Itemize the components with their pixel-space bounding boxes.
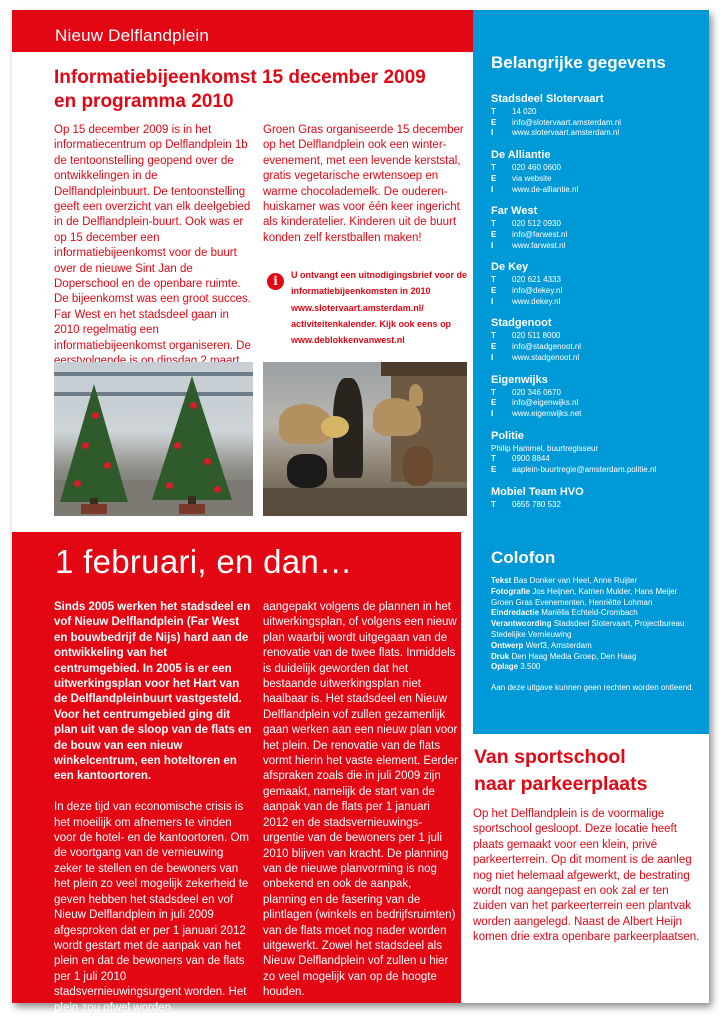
colofon-text: Den Haag Media Groep, Den Haag (511, 651, 637, 661)
contact-row (491, 454, 701, 465)
colofon-entries (491, 576, 697, 673)
contact-row-label: E (491, 173, 497, 183)
pot-shape (179, 504, 205, 514)
contact-row-label: T (491, 219, 496, 229)
colofon-block (491, 576, 697, 694)
contact-row (491, 275, 701, 286)
section-header (12, 10, 473, 52)
article1-title-line1: Informatiebijeenkomst 15 december 2009 (54, 67, 426, 88)
article2-column-1 (54, 600, 254, 1016)
article3-title-line2: naar parkeerplaats (474, 773, 648, 795)
colofon-entry (491, 641, 697, 652)
colofon-entry (491, 576, 697, 587)
contact-row (491, 286, 701, 297)
contact-row-label: I (491, 408, 494, 418)
colofon-label: Oplage (491, 662, 519, 672)
contact-row-label: E (491, 465, 497, 475)
contact-row-label: T (491, 275, 496, 285)
colofon-label: Fotografie (491, 586, 531, 596)
contact-block (491, 259, 701, 307)
contact-link[interactable]: www.eigenwijks.net (512, 408, 582, 418)
contact-link[interactable]: www.dekey.nl (512, 296, 561, 306)
contact-value: 0655 780 532 (512, 499, 561, 509)
tree-right-shape (152, 376, 232, 500)
contact-block (491, 372, 701, 420)
ornament (204, 458, 211, 465)
contact-link[interactable]: info@dekey.nl (512, 286, 563, 296)
contact-row-label: T (491, 163, 496, 173)
colofon-text: 3.500 (520, 662, 541, 672)
contact-row (491, 331, 701, 342)
article1-title (54, 66, 469, 114)
contact-link[interactable]: via website (512, 173, 552, 183)
colofon-note: Aan deze uitgave kunnen geen rechten worden ontleend. (491, 683, 694, 693)
info-note: U ontvangt een uitnodigingsbrief voor de informatiebijeenkomsten in 2010 www.slotervaart.amsterdam.nl/ activiteitenkalender. Kijk ook eens op www.deblokkenvanwest.nl (291, 270, 468, 346)
colofon-text: Bas Donker van Heel, Anne Ruijter (513, 576, 638, 585)
contact-value: 020 346 0670 (512, 387, 561, 397)
colofon-label: Tekst (491, 576, 512, 585)
colofon-text: Jos Heijnen, Katrien Mulder, Hans Meijer Groen Gras Evenementen, Henriëtte Lohman (491, 586, 678, 607)
contact-row (491, 353, 701, 364)
nativity-scene-photo (263, 362, 467, 516)
colofon-label: Druk (491, 651, 510, 661)
contact-value: 020 460 0600 (512, 163, 561, 173)
ornament (92, 412, 99, 419)
contact-row (491, 107, 701, 118)
contact-row (491, 388, 701, 399)
colofon-text: Mariëlla Echteld-Crombach (541, 608, 638, 618)
contact-link[interactable]: info@stadgenoot.nl (512, 342, 582, 352)
contact-row-label: T (491, 454, 496, 464)
ornament (74, 480, 81, 487)
contact-block (491, 147, 701, 195)
contact-link[interactable]: www.slotervaart.amsterdam.nl (512, 128, 620, 138)
section-title: Nieuw Delflandplein (55, 26, 210, 45)
article2-title: 1 februari, en dan… (55, 543, 353, 580)
stable-roof-shape (381, 362, 467, 376)
contact-row (491, 500, 701, 511)
contact-row (491, 230, 701, 241)
article2-column-2: aangepakt volgens de plannen in het uitwerkingsplan, of volgens een nieuw plan waarbij wordt uitgegaan van de renovatie van de twee flats. Inmiddels is duidelijk geworden dat het bestaande uitwerkingsplan niet haalbaar is. Het stadsdeel en Nieuw Delflandplein vof zullen gezamenlijk gaan werken aan een nieuw plan voor het plein. De renovatie van de flats vormt hierin het vaste element. Eerder afspraken zoals die in juli 2009 zijn gemaakt, namelijk de start van de aanpak van de flats per 1 januari 2012 en de stadsvernieuwings-urgentie van de bewoners per 1 juli 2010 blijven van kracht. De planning van de nieuwe planvorming is nog onbekend en ook de aanpak, planning en de fasering van de plintlagen (winkels en bedrijfsruimten) van de flats moet nog nader worden uitgewerkt. Zowel het stadsdeel als Nieuw Delflandplein vof zullen u hier zo veel mogelijk van op de hoogte houden. (263, 601, 458, 999)
tree-left-shape (60, 384, 128, 502)
colofon-entry (491, 608, 697, 619)
ground-shape (263, 488, 467, 516)
contact-name: Mobiel Team HVO (491, 485, 584, 498)
contact-row-label: T (491, 107, 496, 116)
contact-block (491, 428, 701, 476)
article3-title-line1: Van sportschool (474, 746, 626, 768)
contact-name: Stadgenoot (491, 317, 552, 330)
article2-paragraph: In deze tijd van economische crisis is het moeilijk om afnemers te vinden voor de hotel- en de kantoortoren. Om de voortgang van de vernieuwing zeker te stellen en de bewoners van het plein zo veel mogelijk zekerheid te geven hebben het stadsdeel en vof Nieuw Delflandplein in juli 2009 afgesproken dat er per 1 januari 2012 wordt gestart met de aanpak van het plein en dat de bewoners van de flats per 1 juli 2010 stadsvernieuwingsurgent worden. Het plein zou ofwel worden (54, 801, 249, 1014)
contact-name: De Alliantie (491, 149, 551, 162)
contact-link[interactable]: info@slotervaart.amsterdam.nl (512, 117, 622, 127)
christmas-trees-photo (54, 362, 253, 516)
contact-link[interactable]: info@eigenwijks.nl (512, 398, 579, 408)
article3-title (474, 744, 704, 798)
contact-row-label: E (491, 286, 497, 296)
article1-column-2: Groen Gras organiseerde 15 december op het Delflandplein ook een winter-evenement, met een levende kerststal, gratis vegetarische erwtensoep en warme chocolademelk. De ouderen-huiskamer was voor één keer ingericht als kinderatelier. Kinderen uit de buurt konden zelf kerstballen maken! (263, 124, 464, 244)
contact-row-label: E (491, 398, 497, 408)
contact-link[interactable]: www.farwest.nl (512, 240, 566, 250)
newsletter-page (12, 10, 709, 1014)
contact-value: 020 621 4333 (512, 275, 561, 285)
contact-value: 14 020 (512, 107, 537, 116)
contact-name: De Key (491, 261, 529, 274)
ornament (166, 482, 173, 489)
article1-title-line2: en programma 2010 (54, 91, 234, 112)
hay-shape (321, 416, 349, 438)
contact-row-label: E (491, 229, 497, 239)
contact-name: Far West (491, 205, 538, 218)
contact-name: Politie (491, 429, 525, 442)
info-icon: i (267, 273, 284, 290)
contact-row-label: T (491, 499, 496, 509)
colofon-label: Eindredactie (491, 608, 540, 618)
article3-text: Op het Delflandplein is de voormalige sportschool gesloopt. Deze locatie heeft plaats gemaakt voor een klein, privé parkeerterrein. Op dit moment is de aanleg nog niet helemaal afgewerkt, de bestrating wordt nog aangepast en ook zal er ten zuiden van het parkeerterrein een plantvak worden aangelegd. Naast de Albert Heijn komen drie extra openbare parkeerplaatsen. (473, 808, 700, 944)
contact-row (491, 409, 701, 420)
ornament (214, 486, 221, 493)
contact-row (491, 219, 701, 230)
camel-head-shape (409, 384, 423, 406)
contact-link[interactable]: info@farwest.nl (512, 229, 568, 239)
contact-sidebar (473, 10, 709, 734)
contact-row (491, 398, 701, 409)
contact-value: 020 511 8000 (512, 331, 561, 341)
colofon-text: Werf3, Amsterdam (525, 640, 592, 650)
contact-row (491, 185, 701, 196)
contact-row (491, 118, 701, 129)
article2-intro: Sinds 2005 werken het stadsdeel en vof Nieuw Delflandplein (Far West en bouwbedrijf de Nijs) hard aan de ontwikkeling van het centrumgebied. In 2005 is er een uitwerkingsplan voor het Hart van de Delflandpleinbuurt vastgesteld. Voor het centrumgebied ging dit plan uit van de sloop van de flats en de bouw van een nieuw winkelcentrum, een hoteltoren en een kantoortoren. (54, 601, 252, 783)
contact-block (491, 315, 701, 363)
contact-row-label: E (491, 117, 497, 127)
contact-subtitle: Philip Hammel, buurtregisseur (491, 443, 599, 453)
contact-row-label: I (491, 352, 494, 362)
contact-row (491, 174, 701, 185)
contact-row-label: I (491, 128, 494, 138)
ornament (82, 442, 89, 449)
colofon-title: Colofon (491, 548, 556, 567)
contact-link[interactable]: www.de-alliantie.nl (512, 184, 579, 194)
colofon-entry (491, 587, 697, 609)
pot-shape (81, 504, 107, 514)
contact-row-label: E (491, 342, 497, 352)
contact-row-label: T (491, 387, 496, 397)
contact-list (491, 91, 701, 518)
contact-row (491, 128, 701, 139)
colofon-label: Ontwerp (491, 640, 524, 650)
ornament (174, 442, 181, 449)
contact-row (491, 241, 701, 252)
contact-name: Eigenwijks (491, 373, 548, 386)
contact-link[interactable]: www.stadgenoot.nl (512, 352, 580, 362)
ornament (104, 462, 111, 469)
contact-block (491, 484, 701, 511)
contact-block (491, 203, 701, 251)
sidebar-title: Belangrijke gegevens (491, 53, 666, 72)
colofon-entry (491, 662, 697, 673)
contact-name: Stadsdeel Slotervaart (491, 93, 604, 105)
contact-value: 0900 8844 (512, 454, 550, 464)
ornament (190, 402, 197, 409)
contact-row-label: T (491, 331, 496, 341)
animal-shape (287, 454, 327, 488)
contact-row (491, 342, 701, 353)
contact-row (491, 297, 701, 308)
colofon-entry (491, 619, 697, 641)
contact-value: 020 512 0930 (512, 219, 561, 229)
colofon-label: Verantwoording (491, 619, 552, 629)
contact-row-label: I (491, 184, 494, 194)
colofon-text: Stadsdeel Slotervaart, Projectbureau Stedelijke Vernieuwing (491, 619, 685, 639)
animal-shape (403, 446, 433, 486)
contact-block (491, 91, 701, 139)
contact-link[interactable]: aaplein-buurtregie@amsterdam.politie.nl (512, 465, 657, 475)
colofon-entry (491, 652, 697, 663)
contact-row (491, 465, 701, 476)
contact-row-label: I (491, 240, 494, 250)
contact-row-label: I (491, 296, 494, 306)
article1-column-1: Op 15 december 2009 is in het informatiecentrum op Delflandplein 1b de tentoonstelling geopend over de ontwikkelingen in de Delflandpleinbuurt. De tentoonstelling geeft een overzicht van elk deelgebied in de Delflandplein-buurt. Ook was er op 15 december een informatiebijeenkomst voor de buurt over de nieuwe Sint Jan de Doperschool en de openbare ruimte. De bijeenkomst was een groot succes. Far West en het stadsdeel gaan in 2010 regelmatig een informatiebijeenkomst organiseren. De (54, 124, 251, 352)
contact-row (491, 163, 701, 174)
